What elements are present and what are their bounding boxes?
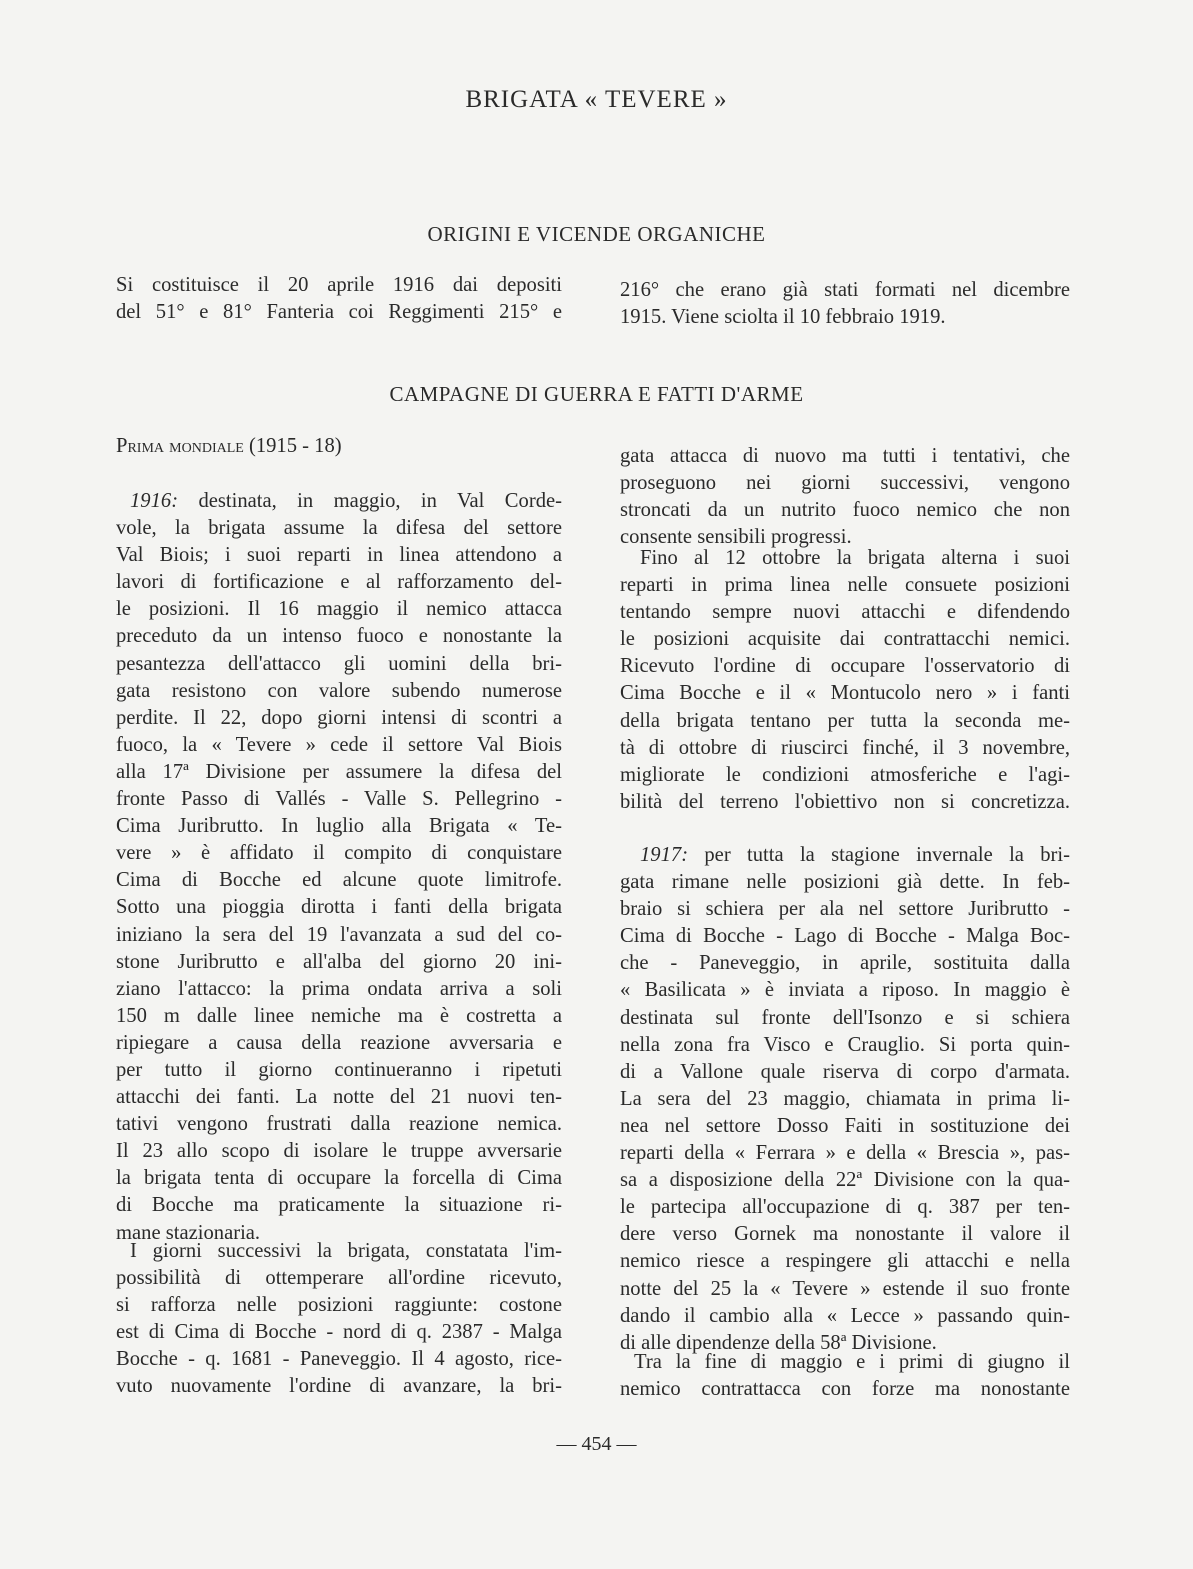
text-line: 1915. Viene sciolta il 10 febbraio 1919. bbox=[620, 306, 946, 329]
text-line: migliorate le condizioni atmosferiche e l'agi- bbox=[620, 763, 1070, 786]
text-line: tentando sempre nuovi attacchi e difendendo bbox=[620, 601, 1070, 624]
text-line: la brigata tenta di occupare la forcella di Cima bbox=[116, 1167, 562, 1190]
text-line: destinata sul fronte dell'Isonzo e si schiera bbox=[620, 1006, 1070, 1029]
page-title: BRIGATA « TEVERE » bbox=[465, 86, 728, 113]
text-line: nemico riesce a respingere gli attacchi e nella bbox=[620, 1250, 1070, 1273]
text-line: Bocche - q. 1681 - Paneveggio. Il 4 agosto, rice- bbox=[116, 1348, 562, 1371]
text-line: stone Juribrutto e all'alba del giorno 20 ini- bbox=[116, 950, 562, 973]
text-line: le posizioni. Il 16 maggio il nemico attacca bbox=[116, 598, 562, 621]
text-line: alla 17ª Divisione per assumere la difesa del bbox=[116, 760, 562, 783]
text-line: vole, la brigata assume la difesa del settore bbox=[116, 517, 562, 540]
text-line: bilità del terreno l'obiettivo non si concretizza. bbox=[620, 790, 1070, 813]
text-line: La sera del 23 maggio, chiamata in prima li- bbox=[620, 1087, 1070, 1110]
text-line: gata attacca di nuovo ma tutti i tentativi, che bbox=[620, 445, 1070, 467]
text-line: che - Paneveggio, in aprile, sostituita dalla bbox=[620, 952, 1070, 975]
campagne-heading: CAMPAGNE DI GUERRA E FATTI D'ARME bbox=[389, 382, 804, 406]
text-line bbox=[620, 842, 1070, 869]
year-1917: 1917: bbox=[640, 844, 689, 866]
text-line: Cima di Bocche - Lago di Bocche - Malga Boc- bbox=[620, 925, 1070, 948]
right-paragraph-2 bbox=[620, 545, 1070, 816]
origini-left-paragraph bbox=[116, 272, 562, 326]
text-line: di a Vallone quale riserva di corpo d'armata. bbox=[620, 1060, 1070, 1083]
text-line: della brigata tentano per tutta la seconda me- bbox=[620, 709, 1070, 732]
text-line: « Basilicata » è inviata a riposo. In maggio è bbox=[620, 979, 1070, 1002]
text-line: Cima di Bocche ed alcune quote limitrofe. bbox=[116, 869, 562, 892]
text-line: dando il cambio alla « Lecce » passando quin- bbox=[620, 1304, 1070, 1327]
text-line: 216° che erano già stati formati nel dicembre bbox=[620, 279, 1070, 301]
page-number: — 454 — bbox=[556, 1433, 637, 1455]
text-line: attacchi dei fanti. La notte del 21 nuovi ten- bbox=[116, 1086, 562, 1109]
text-line: gata rimane nelle posizioni già dette. In feb- bbox=[620, 871, 1070, 894]
text-line: gata resistono con valore subendo numerose bbox=[116, 679, 562, 702]
text-line: vuto nuovamente l'ordine di avanzare, la bri- bbox=[116, 1375, 562, 1398]
text-line: Ricevuto l'ordine di occupare l'osservatorio di bbox=[620, 655, 1070, 678]
text-line: di alle dipendenze della 58ª Divisione. bbox=[620, 1331, 937, 1354]
text-line: reparti della « Ferrara » e della « Brescia », pas- bbox=[620, 1142, 1070, 1165]
text-line: del 51° e 81° Fanteria coi Reggimenti 215° e bbox=[116, 301, 562, 324]
text-line: Val Biois; i suoi reparti in linea attendono a bbox=[116, 544, 562, 567]
text-line: Cima Bocche e il « Montucolo nero » i fanti bbox=[620, 682, 1070, 705]
origini-right-paragraph bbox=[620, 277, 1070, 331]
text-line bbox=[116, 488, 562, 515]
right-paragraph-4 bbox=[620, 1349, 1070, 1403]
text-line: di Bocche ma praticamente la situazione ri- bbox=[116, 1194, 562, 1217]
left-paragraph-1916 bbox=[116, 488, 562, 1247]
text-line: fronte Passo di Vallés - Valle S. Pellegrino - bbox=[116, 788, 562, 811]
text-line: braio si schiera per ala nel settore Juribrutto - bbox=[620, 898, 1070, 921]
text-line: proseguono nei giorni successivi, vengono bbox=[620, 472, 1070, 495]
text-fragment: destinata, in maggio, in Val Corde- bbox=[178, 490, 562, 512]
text-line: si rafforza nelle posizioni raggiunte: costone bbox=[116, 1294, 562, 1317]
text-line: nella zona fra Visco e Crauglio. Si porta quin- bbox=[620, 1033, 1070, 1056]
text-line: nemico contrattacca con forze ma nonostante bbox=[620, 1378, 1070, 1401]
text-line: preceduto da un intenso fuoco e nonostante la bbox=[116, 625, 562, 648]
text-line: le posizioni acquisite dai contrattacchi nemici. bbox=[620, 628, 1070, 651]
left-paragraph-2 bbox=[116, 1238, 562, 1401]
text-fragment: per tutta la stagione invernale la bri- bbox=[688, 844, 1070, 866]
text-line: I giorni successivi la brigata, constatata l'im- bbox=[130, 1240, 562, 1262]
text-line: Si costituisce il 20 aprile 1916 dai depositi bbox=[116, 274, 562, 296]
text-line: dere verso Gornek ma nonostante il valore il bbox=[620, 1223, 1070, 1246]
text-line: iniziano la sera del 19 l'avanzata a sud del co- bbox=[116, 923, 562, 946]
text-line: mane stazionaria. bbox=[116, 1221, 261, 1244]
text-line: est di Cima di Bocche - nord di q. 2387 - Malga bbox=[116, 1321, 562, 1344]
text-line: consente sensibili progressi. bbox=[620, 526, 852, 549]
text-line: le partecipa all'occupazione di q. 387 per ten- bbox=[620, 1196, 1070, 1219]
text-line: stroncati da un nutrito fuoco nemico che non bbox=[620, 499, 1070, 522]
text-line: Sotto una pioggia dirotta i fanti della brigata bbox=[116, 896, 562, 919]
text-line: notte del 25 la « Tevere » estende il suo fronte bbox=[620, 1277, 1070, 1300]
text-line: possibilità di ottemperare all'ordine ricevuto, bbox=[116, 1267, 562, 1290]
text-line: Il 23 allo scopo di isolare le truppe avversarie bbox=[116, 1140, 562, 1163]
text-line: 150 m dalle linee nemiche ma è costretta a bbox=[116, 1004, 562, 1027]
right-paragraph-1 bbox=[620, 443, 1070, 551]
text-line: vere » è affidato il compito di conquistare bbox=[116, 842, 562, 865]
text-line: nea nel settore Dosso Faiti in sostituzione dei bbox=[620, 1114, 1070, 1137]
text-line: tativi vengono frustrati dalla reazione nemica. bbox=[116, 1113, 562, 1136]
text-line: pesantezza dell'attacco gli uomini della bri- bbox=[116, 652, 562, 675]
text-line: Fino al 12 ottobre la brigata alterna i suoi bbox=[640, 547, 1070, 569]
text-line: ripiegare a causa della reazione avversaria e bbox=[116, 1031, 562, 1054]
text-line: perdite. Il 22, dopo giorni intensi di scontri a bbox=[116, 706, 562, 729]
text-line: ziano l'attacco: la prima ondata arriva a soli bbox=[116, 977, 562, 1000]
text-line: lavori di fortificazione e al rafforzamento del- bbox=[116, 571, 562, 594]
text-line: sa a disposizione della 22ª Divisione con la qua- bbox=[620, 1169, 1070, 1192]
text-line: tà di ottobre di riuscirci finché, il 3 novembre, bbox=[620, 736, 1070, 759]
right-paragraph-1917 bbox=[620, 842, 1070, 1357]
text-line: per tutto il giorno continueranno i ripetuti bbox=[116, 1058, 562, 1081]
text-line: Tra la fine di maggio e i primi di giugno il bbox=[634, 1351, 1070, 1373]
section-label: Prima mondiale (1915 - 18) bbox=[116, 435, 342, 457]
text-line: reparti in prima linea nelle consuete posizioni bbox=[620, 574, 1070, 597]
year-1916: 1916: bbox=[130, 490, 179, 512]
text-line: Cima Juribrutto. In luglio alla Brigata « Te- bbox=[116, 815, 562, 838]
origini-heading: ORIGINI E VICENDE ORGANICHE bbox=[427, 222, 766, 246]
text-line: fuoco, la « Tevere » cede il settore Val Biois bbox=[116, 733, 562, 756]
